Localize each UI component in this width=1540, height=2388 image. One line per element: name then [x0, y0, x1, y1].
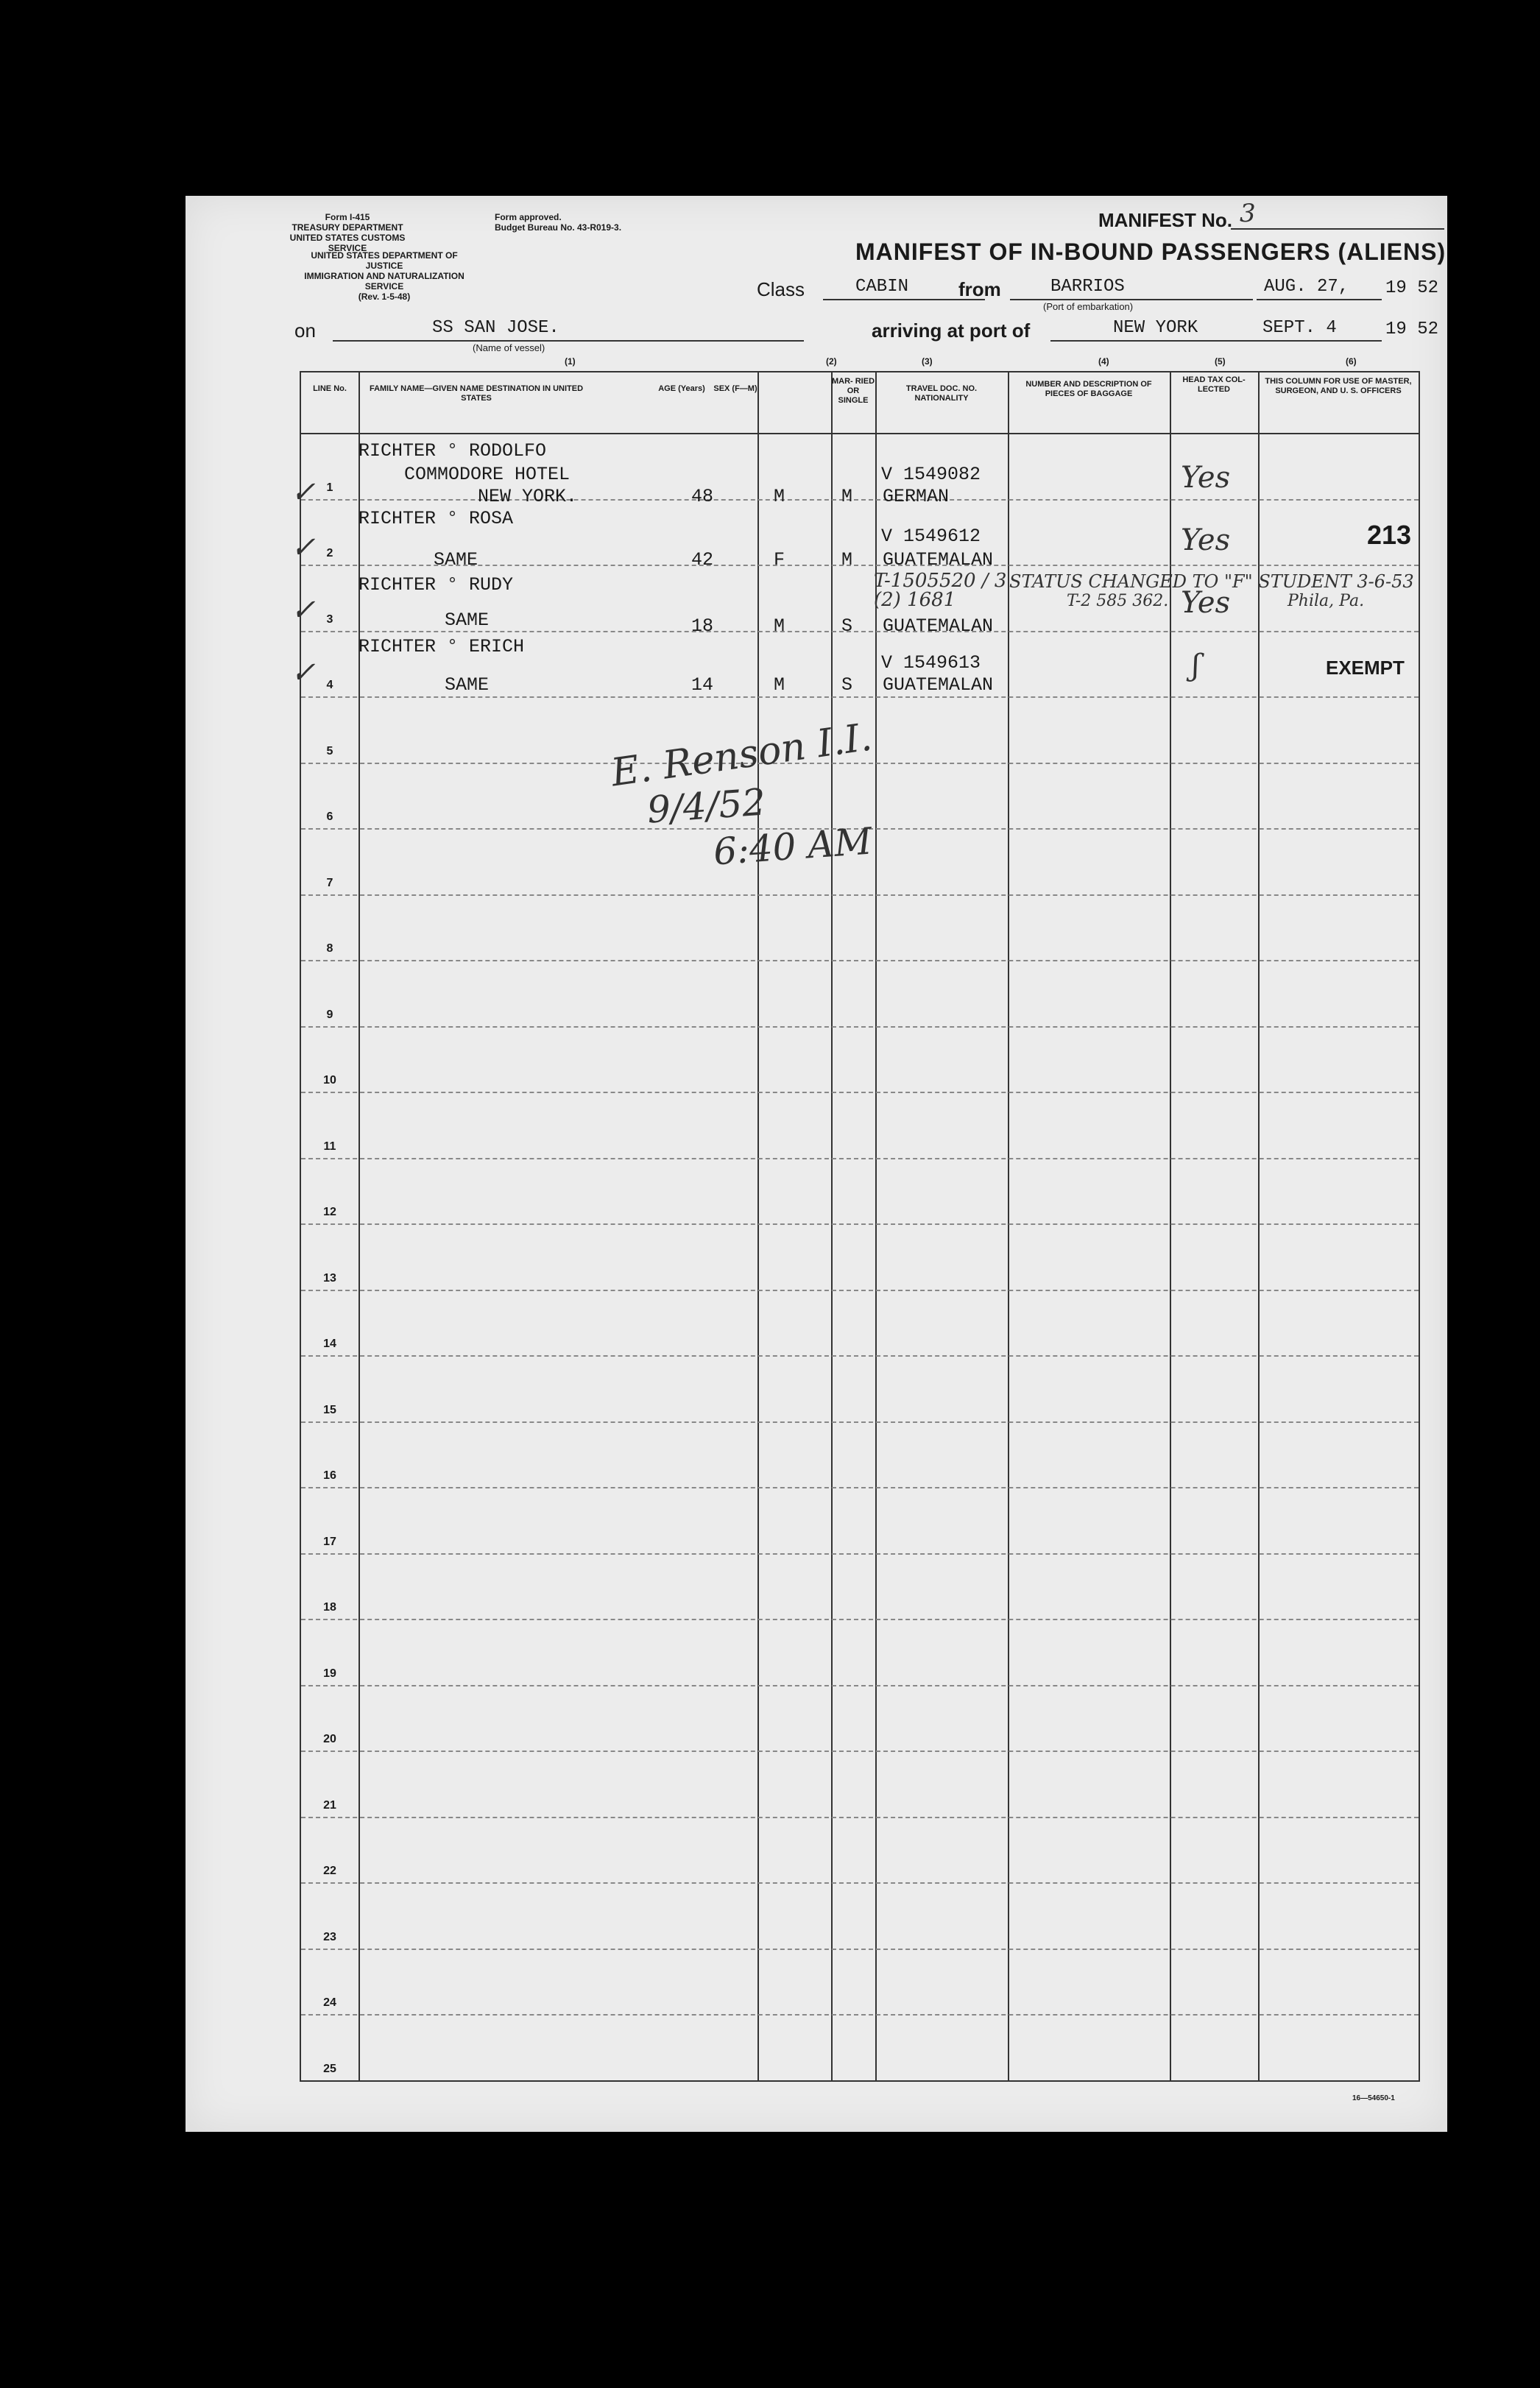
header-married: MAR- RIED OR SINGLE — [831, 377, 875, 405]
agency-ins: IMMIGRATION AND NATURALIZATION SERVICE — [304, 271, 465, 292]
header-travel-doc: TRAVEL DOC. NO. NATIONALITY — [905, 384, 978, 403]
line-number: 17 — [323, 1535, 336, 1548]
line-number: 5 — [326, 744, 333, 757]
header-officers: THIS COLUMN FOR USE OF MASTER, SURGEON, AND U. S. OFFICERS — [1265, 377, 1412, 395]
passenger-1-dest-2: NEW YORK. — [478, 486, 578, 507]
line-number: 11 — [323, 1140, 336, 1153]
line-number: 18 — [323, 1601, 336, 1614]
col-num-6: (6) — [1346, 356, 1357, 367]
line-number: 14 — [323, 1338, 336, 1350]
passenger-4-tax-mark: ʃ — [1192, 649, 1200, 682]
agency-customs: UNITED STATES CUSTOMS SERVICE — [289, 233, 406, 253]
check-mark-icon: ✓ — [291, 531, 316, 565]
inspector-signature: E. Renson I.I. — [608, 715, 875, 796]
row-separator — [301, 1553, 1419, 1555]
passenger-1-age: 48 — [691, 486, 714, 507]
passenger-4-nationality: GUATEMALAN — [883, 674, 994, 696]
row-separator — [301, 1092, 1419, 1093]
col-num-1: (1) — [565, 356, 576, 367]
passenger-2-sex: F — [774, 549, 785, 570]
passenger-4-sex: M — [774, 674, 785, 696]
header-baggage: NUMBER AND DESCRIPTION OF PIECES OF BAGGAGE — [1025, 380, 1152, 398]
arrival-year: 19 52 — [1385, 319, 1439, 339]
arrival-date: SEPT. 4 — [1262, 318, 1337, 338]
passenger-2-age: 42 — [691, 549, 714, 570]
passenger-2-married: M — [841, 549, 853, 570]
line-number: 15 — [323, 1403, 336, 1416]
form-number: Form I-415 — [325, 212, 370, 222]
passenger-4-married: S — [841, 674, 853, 696]
row-separator — [301, 763, 1419, 764]
manifest-label: MANIFEST No. — [1098, 209, 1232, 231]
line-number: 1 — [326, 481, 333, 494]
arriving-label: arriving at port of — [872, 319, 1031, 342]
vessel-caption: (Name of vessel) — [473, 342, 545, 353]
check-mark-icon: ✓ — [291, 593, 316, 627]
row-separator — [301, 1751, 1419, 1752]
inspection-time: 6:40 AM — [712, 819, 874, 874]
row-separator — [301, 499, 1419, 501]
col-num-4: (4) — [1098, 356, 1109, 367]
header-head-tax: HEAD TAX COL- LECTED — [1182, 375, 1246, 394]
departure-year: 19 52 — [1385, 278, 1439, 298]
from-label: from — [958, 278, 1001, 300]
col-num-5: (5) — [1215, 356, 1226, 367]
manifest-sheet — [186, 196, 1447, 2132]
passenger-3-married: S — [841, 615, 853, 637]
destination-note: Phila, Pa. — [1288, 592, 1365, 610]
passenger-3-name: RICHTER ° RUDY — [358, 574, 514, 596]
line-number: 13 — [323, 1271, 336, 1285]
manifest-title: MANIFEST OF IN-BOUND PASSENGERS (ALIENS) — [855, 239, 1447, 265]
row-separator — [301, 1158, 1419, 1159]
passenger-2-nationality: GUATEMALAN — [883, 549, 994, 570]
passenger-1-tax: Yes — [1181, 461, 1231, 495]
passenger-1-nationality: GERMAN — [883, 486, 950, 507]
row-separator — [301, 1882, 1419, 1884]
passenger-3-doc: T-1505520 / 3 (2) 1681 — [874, 570, 1007, 611]
passenger-4-dest: SAME — [445, 674, 490, 696]
check-mark-icon: ✓ — [291, 476, 316, 509]
passenger-1-name: RICHTER ° RODOLFO — [358, 440, 547, 462]
line-number: 10 — [323, 1074, 336, 1087]
header-line-no: LINE No. — [313, 384, 347, 393]
row-separator — [301, 1355, 1419, 1357]
port-of-embarkation: BARRIOS — [1050, 277, 1125, 297]
departure-date: AUG. 27, — [1264, 277, 1349, 297]
row-separator — [301, 894, 1419, 896]
passenger-1-sex: M — [774, 486, 785, 507]
inspection-date: 9/4/52 — [646, 780, 767, 832]
form-code: 16—54650-1 — [1352, 2094, 1395, 2102]
passenger-1-doc: V 1549082 — [881, 464, 981, 485]
passenger-4-name: RICHTER ° ERICH — [358, 636, 525, 657]
line-number: 20 — [323, 1733, 336, 1745]
line-number: 22 — [323, 1865, 336, 1877]
line-number: 12 — [323, 1206, 336, 1218]
line-number: 3 — [326, 612, 333, 626]
form-revision: (Rev. 1-5-48) — [358, 292, 411, 302]
row-separator — [301, 1421, 1419, 1423]
row-separator — [301, 696, 1419, 698]
passenger-3-sex: M — [774, 615, 785, 637]
row-separator — [301, 1685, 1419, 1686]
line-number: 7 — [326, 876, 333, 889]
row-separator — [301, 2014, 1419, 2016]
header-name: FAMILY NAME—GIVEN NAME DESTINATION IN UNITED STATES — [369, 384, 584, 403]
line-number: 23 — [323, 1930, 336, 1943]
col-num-3: (3) — [922, 356, 933, 367]
arrival-port: NEW YORK — [1113, 318, 1198, 338]
passenger-3-dest: SAME — [445, 610, 490, 631]
passenger-2-doc: V 1549612 — [881, 526, 981, 547]
stamp-number: 213 — [1367, 520, 1412, 550]
passenger-1-dest-1: COMMODORE HOTEL — [404, 464, 571, 485]
line-number: 4 — [326, 679, 333, 691]
row-separator — [301, 1290, 1419, 1291]
passenger-4-age: 14 — [691, 674, 714, 696]
header-sex: SEX (F—M) — [713, 384, 757, 393]
passenger-3-tax: Yes — [1181, 586, 1231, 620]
row-separator — [301, 960, 1419, 961]
row-separator — [301, 1223, 1419, 1225]
passenger-3-age: 18 — [691, 615, 714, 637]
form-approved: Form approved. — [495, 212, 562, 222]
row-separator — [301, 1949, 1419, 1950]
passenger-1-married: M — [841, 486, 853, 507]
class-label: Class — [757, 278, 805, 300]
passenger-2-dest: SAME — [434, 549, 478, 570]
on-label: on — [294, 319, 316, 342]
passenger-4-doc: V 1549613 — [881, 652, 981, 674]
line-number: 16 — [323, 1469, 336, 1482]
col-num-2: (2) — [826, 356, 837, 367]
passenger-table — [291, 371, 1420, 2082]
row-separator — [301, 1619, 1419, 1620]
line-number: 2 — [326, 547, 333, 559]
port-caption: (Port of embarkation) — [1043, 301, 1134, 312]
line-number: 6 — [326, 810, 333, 823]
line-number: 19 — [323, 1667, 336, 1680]
vessel-name: SS SAN JOSE. — [432, 318, 559, 338]
row-separator — [301, 1817, 1419, 1818]
line-number: 9 — [326, 1008, 333, 1021]
line-number: 21 — [323, 1798, 336, 1812]
row-separator — [301, 1487, 1419, 1488]
status-change-note: STATUS CHANGED TO "F" STUDENT 3-6-53 — [1009, 571, 1414, 592]
line-number: 25 — [323, 2062, 336, 2075]
line-number: 8 — [326, 942, 333, 955]
row-separator — [301, 1026, 1419, 1028]
manifest-number: 3 — [1240, 199, 1256, 228]
exempt-stamp: EXEMPT — [1326, 657, 1405, 679]
header-age: AGE (Years) — [658, 384, 705, 393]
check-mark-icon: ✓ — [291, 656, 316, 690]
passenger-2-name: RICHTER ° ROSA — [358, 508, 514, 529]
budget-bureau: Budget Bureau No. 43-R019-3. — [495, 222, 622, 233]
status-change-number: T-2 585 362. — [1067, 592, 1169, 610]
passenger-3-nationality: GUATEMALAN — [883, 615, 994, 637]
agency-justice: UNITED STATES DEPARTMENT OF JUSTICE — [311, 250, 458, 271]
class-value: CABIN — [855, 277, 909, 297]
passenger-2-tax: Yes — [1181, 523, 1231, 557]
line-number: 24 — [323, 1996, 336, 2009]
agency-treasury: TREASURY DEPARTMENT — [292, 222, 403, 233]
